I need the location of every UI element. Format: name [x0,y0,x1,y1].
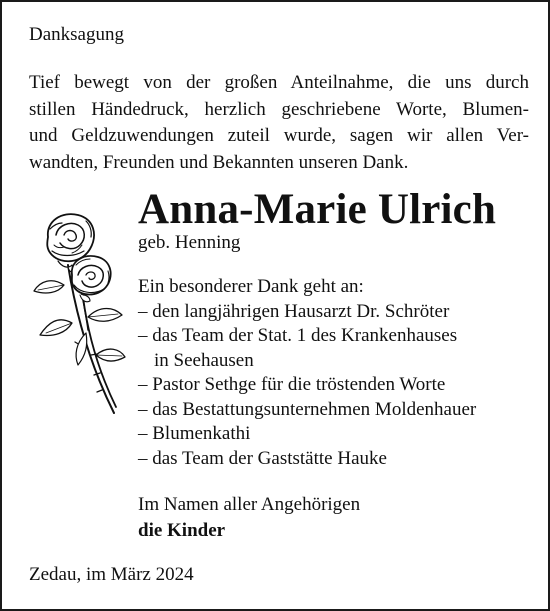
notice-heading: Danksagung [29,24,124,45]
thanks-intro: Ein besonderer Dank geht an: [138,276,364,297]
deceased-name: Anna-Marie Ulrich [138,186,497,233]
thanks-item: – den langjährigen Hausarzt Dr. Schröter [138,300,450,322]
thanks-item: – das Bestattungsunternehmen Moldenhauer [138,398,477,420]
thanks-item: – Blumenkathi [138,423,251,444]
closing-line: Im Namen aller Angehörigen [138,494,361,515]
intro-line: stillen Händedruck, herzlich geschriebene Worte, Blumen- [29,98,529,120]
thanks-item: – Pastor Sethge für die tröstenden Worte [138,374,446,395]
maiden-name: geb. Henning [138,232,241,253]
place-date: Zedau, im März 2024 [29,564,194,585]
thanks-item-continuation: in Seehausen [154,349,254,371]
closing-block [138,492,360,544]
roses-illustration [28,205,128,425]
intro-line: Tief bewegt von der großen Anteilnahme, die uns durch [29,72,529,93]
thanks-list [138,275,476,471]
intro-line: und Geldzuwendungen zuteil wurde, sagen wir allen Ver- [29,125,529,146]
signature: die Kinder [138,520,226,541]
thanks-item: – das Team der Stat. 1 des Krankenhauses [138,325,458,346]
intro-line: wandten, Freunden und Bekannten unseren Dank. [29,151,409,173]
intro-paragraph [29,70,529,176]
thanks-item: – das Team der Gaststätte Hauke [138,447,387,469]
